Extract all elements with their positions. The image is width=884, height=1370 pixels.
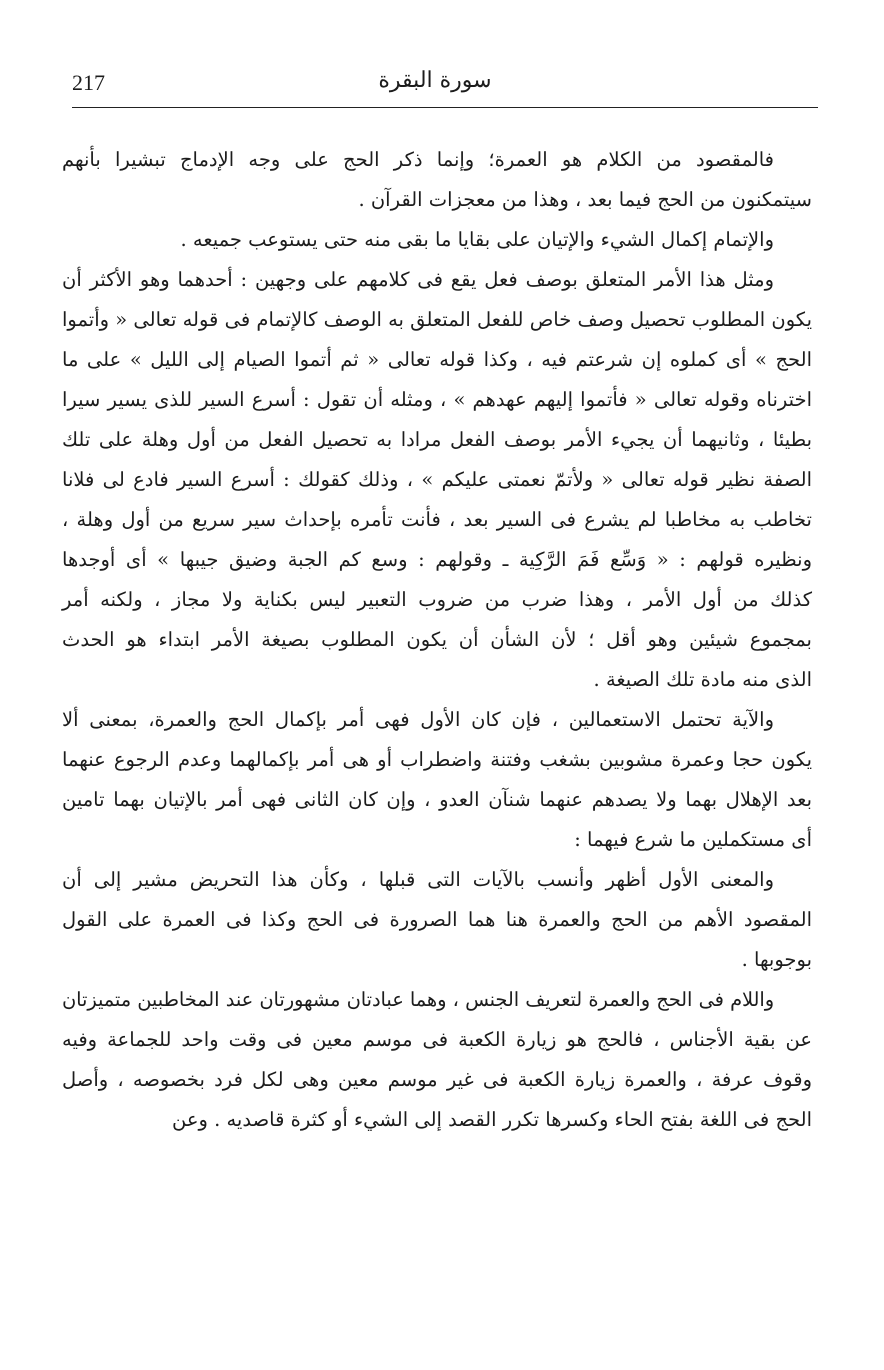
text-line: الصفة نظير قوله تعالى « ولأتمّ نعمتى عليكم » ، وذلك كقولك : أسرع السير فادع لى فلانا — [62, 468, 812, 491]
text-line: فالمقصود من الكلام هو العمرة؛ وإنما ذكر الحج على وجه الإدماج تبشيرا بأنهم — [62, 148, 774, 171]
text-line: تخاطب به مخاطبا لم يشرع فى السير بعد ، فأنت تأمره بإحداث سير سريع من أول وهلة ، — [62, 508, 812, 531]
paragraph — [62, 140, 812, 220]
text-line: أى مستكملين ما شرع فيهما : — [574, 828, 812, 851]
text-line: الذى منه مادة تلك الصيغة . — [593, 668, 812, 691]
page-number: 217 — [72, 70, 105, 95]
text-line: والإتمام إكمال الشيء والإتيان على بقايا ما بقى منه حتى يستوعب جميعه . — [180, 228, 774, 251]
paragraph — [62, 980, 812, 1140]
text-line: المقصود الأهم من الحج والعمرة هنا هما الصرورة فى الحج وكذا فى العمرة على القول — [62, 908, 812, 931]
text-line: وقوف عرفة ، والعمرة زيارة الكعبة فى غير موسم معين وهى لكل فرد بخصوصه ، وأصل — [62, 1068, 812, 1091]
text-line: يكون المطلوب تحصيل وصف خاص للفعل المتعلق به الوصف كالإتمام فى قوله تعالى « وأتموا — [62, 308, 812, 331]
header-divider — [72, 107, 818, 108]
paragraph — [62, 860, 812, 980]
text-line: كذلك من أول الأمر ، وهذا ضرب من ضروب التعبير ليس بكناية ولا مجاز ، ولكنه أمر — [62, 588, 812, 611]
text-line: بطيئا ، وثانيهما أن يجيء الأمر بوصف الفعل مرادا به تحصيل الفعل من أول وهلة على تلك — [62, 428, 812, 451]
text-line: والآية تحتمل الاستعمالين ، فإن كان الأول فهى أمر بإكمال الحج والعمرة، بمعنى ألا — [62, 708, 774, 731]
text-line: بوجوبها . — [741, 948, 812, 971]
text-line: اخترناه وقوله تعالى « فأتموا إليهم عهدهم » ، ومثله أن تقول : أسرع السير للذى يسير سيرا — [62, 388, 812, 411]
text-line: بعد الإهلال بهما ولا يصدهم عنهما شنآن العدو ، وإن كان الثانى فهى أمر بالإتيان بهما تامين — [62, 788, 812, 811]
surah-title: سورة البقرة — [378, 68, 492, 93]
text-line: ومثل هذا الأمر المتعلق بوصف فعل يقع فى كلامهم على وجهين : أحدهما وهو الأكثر أن — [62, 268, 774, 291]
text-line: سيتمكنون من الحج فيما بعد ، وهذا من معجزات القرآن . — [358, 188, 812, 211]
text-line: الحج فى اللغة بفتح الحاء وكسرها تكرر القصد إلى الشيء أو كثرة قاصديه . وعن — [171, 1108, 812, 1131]
text-line: الحج » أى كملوه إن شرعتم فيه ، وكذا قوله تعالى « ثم أتموا الصيام إلى الليل » على ما — [62, 348, 812, 371]
paragraph — [62, 220, 812, 260]
paragraph — [62, 700, 812, 860]
page-header — [72, 66, 798, 106]
text-line: يكون حجا وعمرة مشوبين بشغب وفتنة واضطراب أو هى أمر بإكمالهما وعدم الرجوع عنهما — [62, 748, 812, 771]
text-line: عن بقية الأجناس ، فالحج هو زيارة الكعبة فى موسم معين فى وقت واحد للجماعة وفيه — [62, 1028, 812, 1051]
text-line: ونظيره قولهم : « وَسِّع فَمَ الرَّكِية ـ وقولهم : وسع كم الجبة وضيق جيبها » أى أوجدها — [62, 548, 812, 571]
body-text — [62, 140, 812, 1140]
text-line: والمعنى الأول أظهر وأنسب بالآيات التى قبلها ، وكأن هذا التحريض مشير إلى أن — [62, 868, 774, 891]
text-line: بمجموع شيئين وهو أقل ؛ لأن الشأن أن يكون المطلوب بصيغة الأمر ابتداء هو الحدث — [62, 628, 812, 651]
text-line: واللام فى الحج والعمرة لتعريف الجنس ، وهما عبادتان مشهورتان عند المخاطبين متميزتان — [62, 988, 774, 1011]
paragraph — [62, 260, 812, 700]
